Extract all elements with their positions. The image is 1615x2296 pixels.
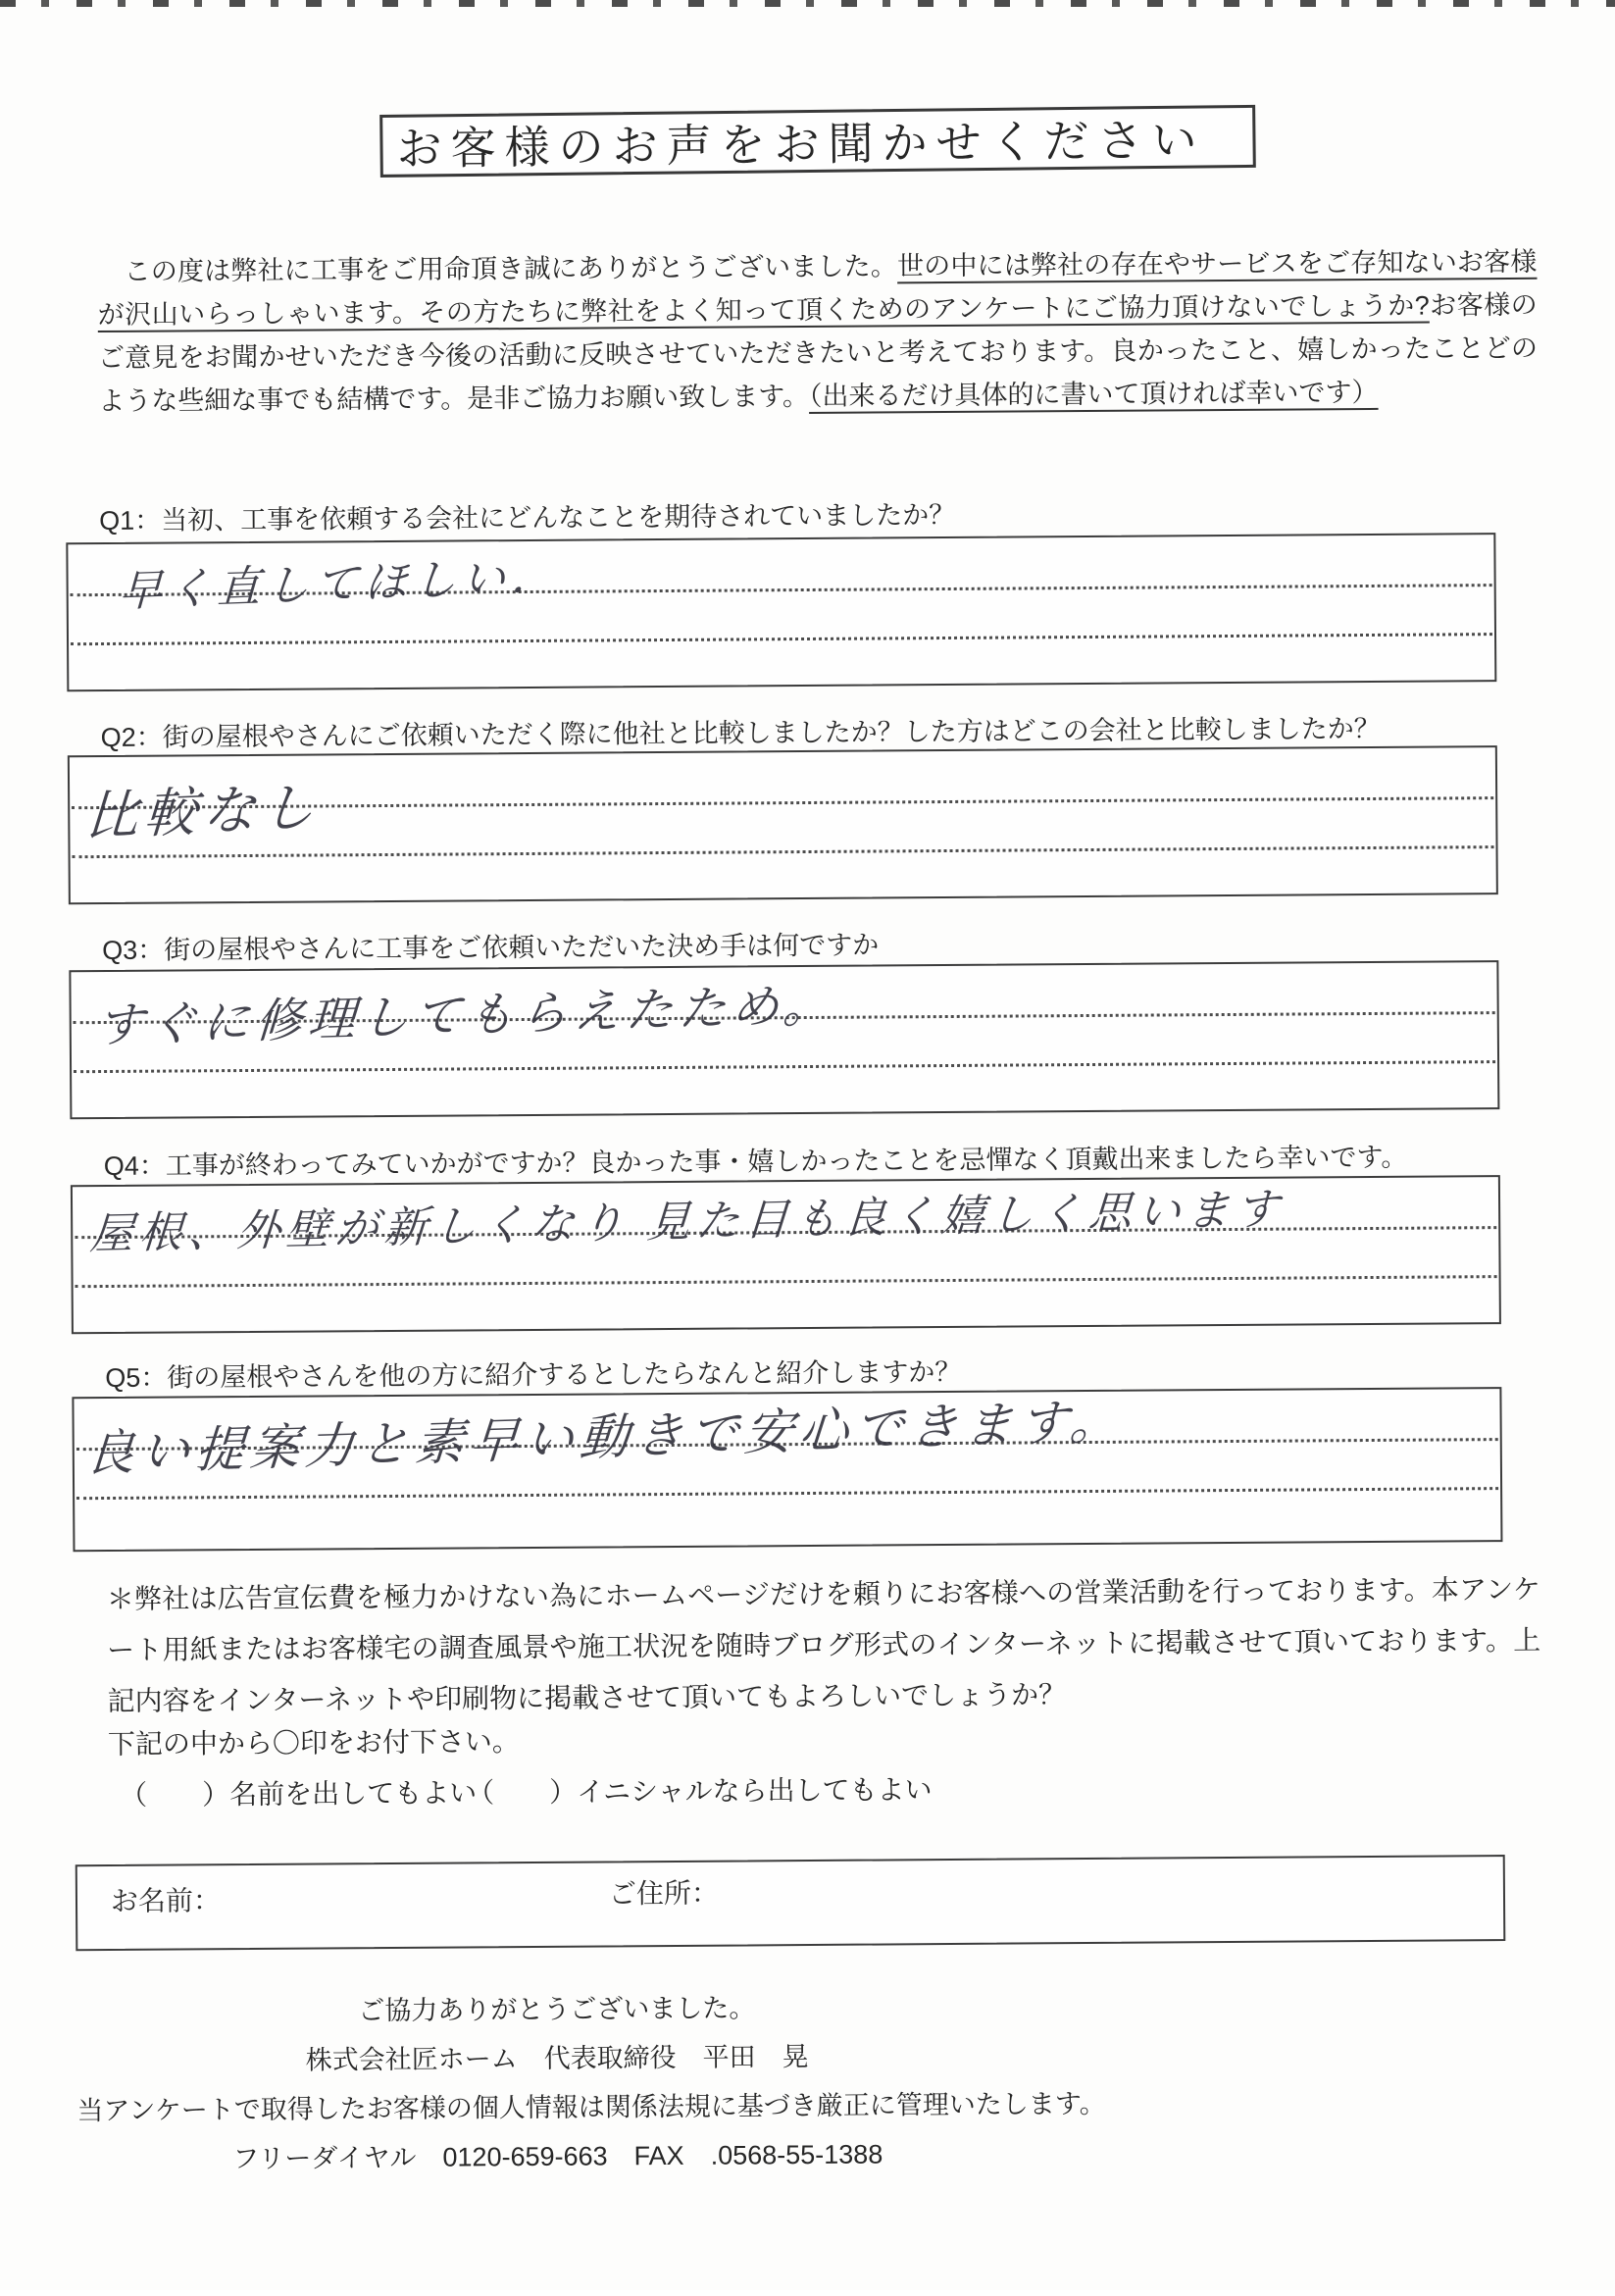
intro-underlined-text: 世の中には弊社の存在やサービスをご存知ないお客様が沢山いらっしゃいます。その方たちに弊社をよく知って頂くためのアンケートにご協力頂けないでしょうか? (97, 246, 1538, 331)
dotted-rule (76, 1487, 1498, 1500)
intro-text: この度は弊社に工事をご用命頂き誠にありがとうございました。 (97, 251, 898, 287)
intro-text: お客様のご意見をお聞かせいただき今後の活動に反映させていただきたいと考えております。良かったこと、嬉しかったことどのような些細な事でも結構です。是非ご協力お願い致します。 (97, 289, 1539, 417)
circle-instruction: 下記の中から〇印をお付下さい。 (107, 1726, 520, 1760)
answer-box-q1 (66, 533, 1496, 691)
answer-box-q4 (71, 1175, 1501, 1334)
handwritten-answer-q1: 早く直してほしい． (118, 552, 562, 616)
handwritten-answer-q5: 良い提案力と素早い動きで安心できます。 (83, 1393, 1128, 1482)
answer-box-q3 (69, 960, 1499, 1119)
page-title: お客様のお声をお聞かせください (396, 114, 1206, 175)
publication-note-paragraph: ＊弊社は広告宣伝費を極力かけない為にホームページだけを頼りにお客様への営業活動を行っております。本アンケート用紙またはお客様宅の調査風景や施工状況を随時ブログ形式のインターネットに掲載させて頂いております。上記内容をインターネットや印刷物に掲載させて頂いてもよろしいでしょうか？ (106, 1573, 1541, 1717)
answer-box-q2 (68, 745, 1498, 904)
question-label-q1: Q1：当初、工事を依頼する会社にどんなことを期待されていましたか？ (99, 499, 956, 536)
option-initial-ok: （ ）イニシャルなら出してもよい (467, 1774, 933, 1809)
name-field-label: お名前： (110, 1885, 222, 1916)
title-box (379, 105, 1256, 178)
question-label-q3: Q3：街の屋根やさんに工事をご依頼いただいた決め手は何ですか (102, 930, 880, 966)
intro-underlined-text: （出来るだけ具体的に書いて頂ければ幸いです） (808, 377, 1379, 411)
handwritten-answer-q2: 比較なし (83, 777, 323, 847)
answer-box-q5 (72, 1387, 1502, 1552)
footer-thanks-line: ご協力ありがとうございました。 (358, 1993, 756, 2026)
handwritten-answer-q4: 屋根、外壁が新しくなり 見た目も良く嬉しく思います (88, 1185, 1287, 1259)
intro-paragraph (97, 240, 1538, 423)
name-address-box (76, 1855, 1506, 1951)
address-field-label: ご住所： (608, 1877, 720, 1910)
handwritten-answer-q3: すぐに修理してもらえたため。 (94, 979, 837, 1053)
footer-company-line: 株式会社匠ホーム 代表取締役 平田 晃 (305, 2042, 809, 2075)
dotted-rule (74, 1060, 1495, 1073)
footer-privacy-line: 当アンケートで取得したお客様の個人情報は関係法規に基づき厳正に管理いたします。 (76, 2088, 1106, 2126)
dotted-rule (71, 633, 1492, 645)
dotted-rule (76, 1275, 1497, 1288)
question-label-q5: Q5：街の屋根やさんを他の方に紹介するとしたらなんと紹介しますか？ (105, 1356, 962, 1394)
footer-contact-line: フリーダイヤル 0120-659-663 FAX .0568-55-1388 (232, 2139, 883, 2174)
option-name-ok: （ ）名前を出してもよい (120, 1777, 478, 1811)
question-label-q2: Q2：街の屋根やさんにご依頼いただく際に他社と比較しましたか？した方はどこの会社と比較しましたか？ (100, 713, 1381, 753)
footer (76, 1981, 1106, 2184)
question-label-q4: Q4：工事が終わってみていかがですか？良かった事・嬉しかったことを忌憚なく頂戴出来ましたら幸いです。 (103, 1142, 1408, 1182)
dotted-rule (73, 845, 1494, 858)
